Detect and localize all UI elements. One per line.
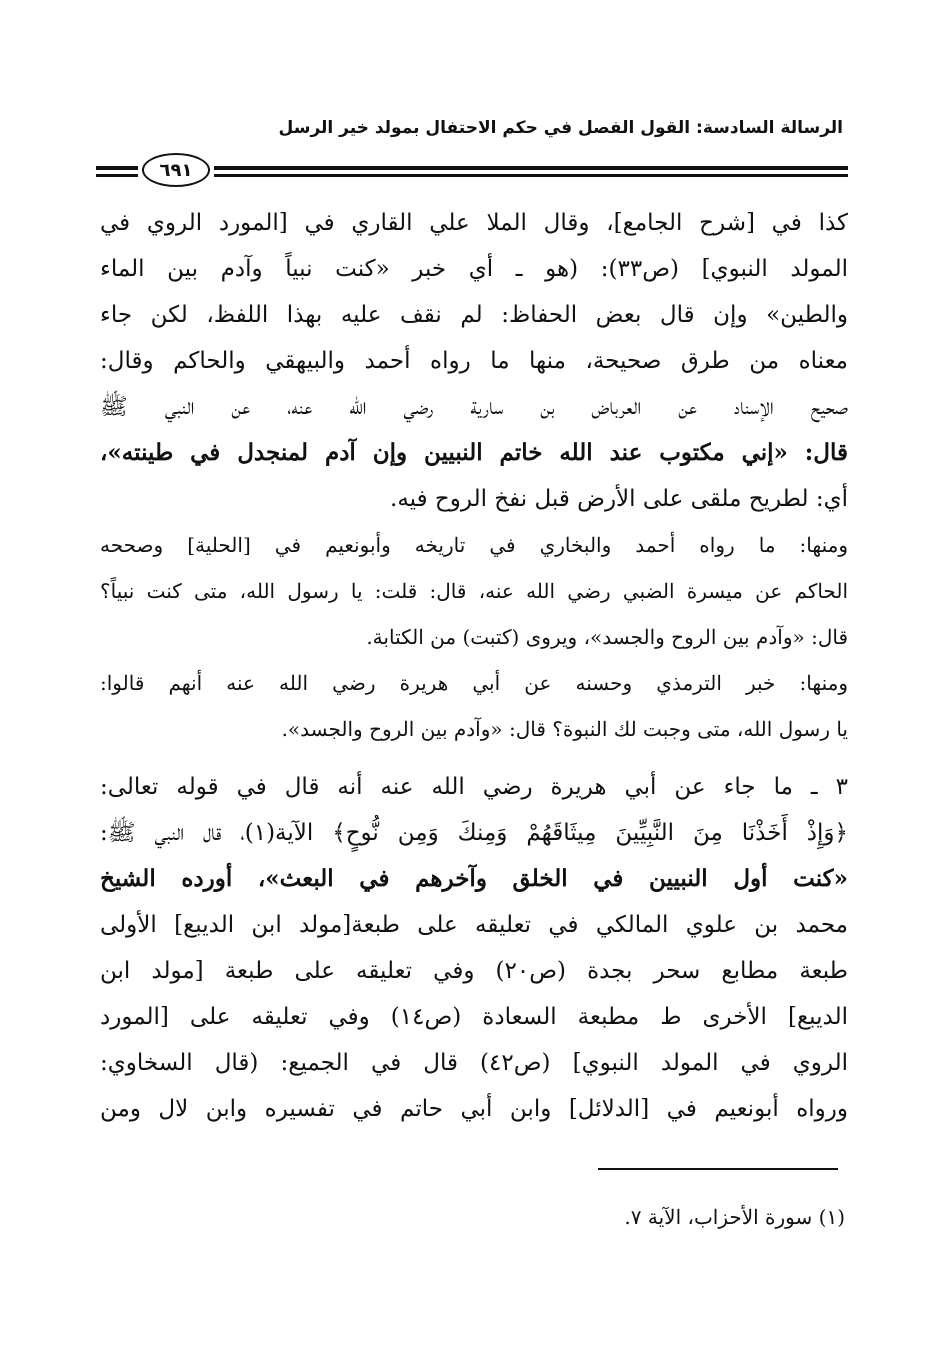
text-line: «كنت أول النبيين في الخلق وآخرهم في البعث»، أورده الشيخ (100, 865, 848, 892)
text-line: قال: «وآدم بين الروح والجسد»، ويروى (كتبت) من الكتابة. (366, 625, 848, 649)
text-line: قال: «إني مكتوب عند الله خاتم النبيين وإن آدم لمنجدل في طينته»، (100, 439, 848, 466)
text-line: أي: لطريح ملقى على الأرض قبل نفخ الروح فيه. (390, 486, 848, 512)
quran-verse-line: ﴿وَإِذْ أَخَذْنَا مِنَ النَّبِيِّينَ مِيثَاقَهُمْ وَمِنكَ وَمِن نُّوحٍ﴾ الآية(١)، قال النبي ﷺ: (100, 820, 848, 846)
footnote: (١) سورة الأحزاب، الآية ٧. (624, 1205, 845, 1229)
text-line: صحيح الإسناد عن العرباض بن سارية رضي الله عنه، عن النبي ﷺ (100, 394, 848, 420)
text-line: الحاكم عن ميسرة الضبي رضي الله عنه، قال: قلت: يا رسول الله، متى كنت نبياً؟ (100, 579, 848, 603)
text-line: معناه من طرق صحيحة، منها ما رواه أحمد والبيهقي والحاكم وقال: (100, 348, 848, 374)
header-rule-right (214, 166, 848, 177)
text-line: كذا في [شرح الجامع]، وقال الملا علي القاري في [المورد الروي في (100, 210, 848, 236)
text-line: يا رسول الله، متى وجبت لك النبوة؟ قال: «وآدم بين الروح والجسد». (281, 717, 848, 741)
running-title: الرسالة السادسة: القول الفصل في حكم الاحتفال بمولد خير الرسل (278, 118, 843, 138)
text-line: ٣ ـ ما جاء عن أبي هريرة رضي الله عنه أنه قال في قوله تعالى: (100, 774, 848, 800)
header-rule (96, 150, 848, 190)
text-line: المولد النبوي] (ص٣٣): (هو ـ أي خبر «كنت نبياً وآدم بين الماء (100, 256, 848, 282)
footnote-separator (598, 1168, 838, 1170)
text-line: ورواه أبونعيم في [الدلائل] وابن أبي حاتم في تفسيره وابن لال ومن (100, 1096, 848, 1122)
text-line: الديبع] الأخرى ط مطبعة السعادة (ص١٤) وفي تعليقه على [المورد (100, 1004, 848, 1030)
text-line: محمد بن علوي المالكي في تعليقه على طبعة[مولد ابن الديبع] الأولى (100, 912, 848, 938)
paragraph-gap (100, 752, 848, 764)
text-line: والطين» وإن قال بعض الحفاظ: لم نقف عليه بهذا اللفظ، لكن جاء (100, 302, 848, 328)
text-line: ومنها: ما رواه أحمد والبخاري في تاريخه وأبونعيم في [الحلية] وصححه (100, 533, 848, 557)
main-text (100, 200, 848, 1132)
header-rule-left (96, 166, 138, 177)
text-line: ومنها: خبر الترمذي وحسنه عن أبي هريرة رضي الله عنه أنهم قالوا: (100, 671, 848, 695)
page-number: ٦٩١ (142, 153, 210, 187)
text-line: طبعة مطابع سحر بجدة (ص٢٠) وفي تعليقه على طبعة [مولد ابن (100, 958, 848, 984)
text-line: الروي في المولد النبوي] (ص٤٢) قال في الجميع: (قال السخاوي: (100, 1050, 848, 1076)
